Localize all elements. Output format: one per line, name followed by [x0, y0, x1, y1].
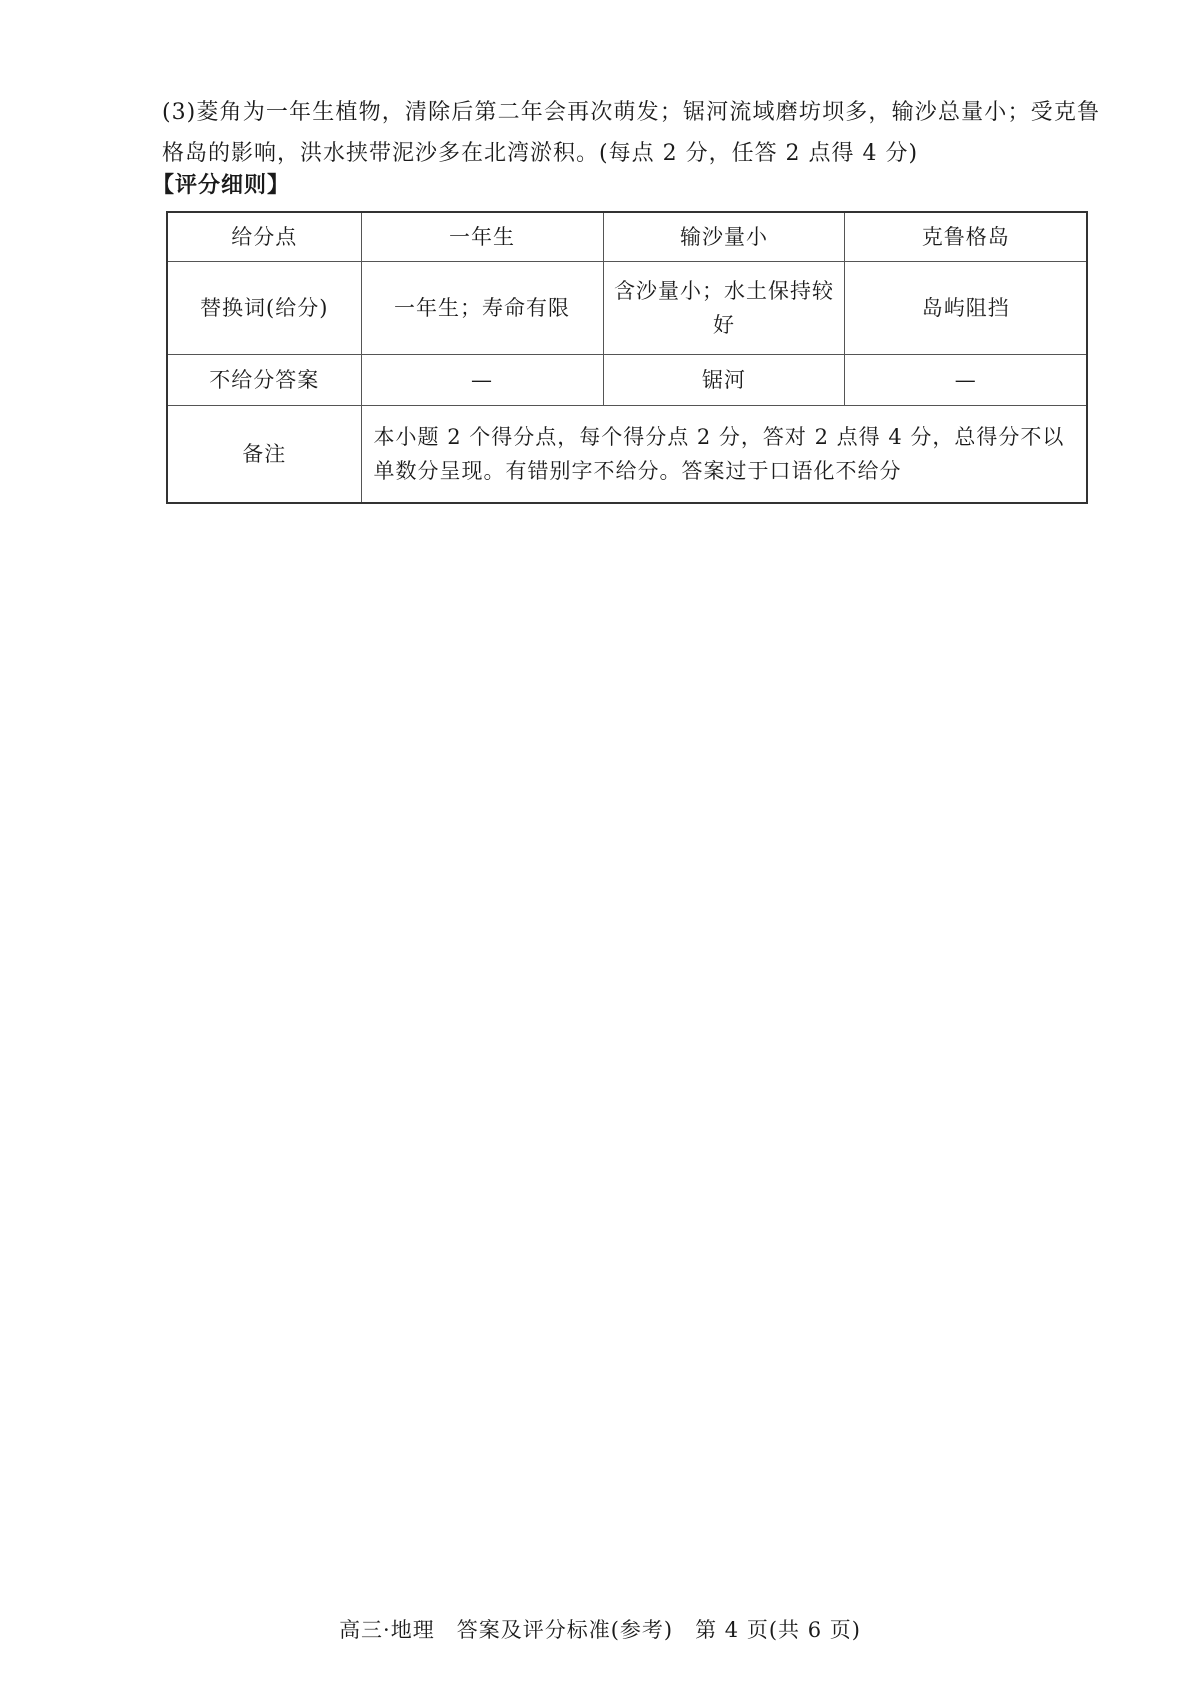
- point-island: 克鲁格岛: [845, 212, 1087, 262]
- table-row-synonyms: [167, 262, 1087, 355]
- answer-paragraph: (3)菱角为一年生植物，清除后第二年会再次萌发；锯河流域磨坊坝多，输沙总量小；受克鲁格岛的影响，洪水挟带泥沙多在北湾淤积。(每点 2 分，任答 2 点得 4 分): [162, 100, 1100, 166]
- row-label-points: 给分点: [167, 212, 361, 262]
- rubric-heading: 【评分细则】: [152, 172, 291, 198]
- point-sediment: 输沙量小: [603, 212, 845, 262]
- table-row-no-credit: [167, 355, 1087, 406]
- scoring-rubric-table: [166, 211, 1088, 504]
- no-credit-sediment: 锯河: [603, 355, 845, 406]
- no-credit-island: —: [845, 355, 1087, 406]
- point-annual: 一年生: [361, 212, 603, 262]
- synonyms-island: 岛屿阻挡: [845, 262, 1087, 355]
- row-label-notes: 备注: [167, 406, 361, 504]
- synonyms-annual: 一年生；寿命有限: [361, 262, 603, 355]
- table-row-points: [167, 212, 1087, 262]
- table-row-notes: [167, 406, 1087, 504]
- notes-text: 本小题 2 个得分点，每个得分点 2 分，答对 2 点得 4 分，总得分不以单数分呈现。有错别字不给分。答案过于口语化不给分: [361, 406, 1087, 504]
- no-credit-annual: —: [361, 355, 603, 406]
- synonyms-sediment: 含沙量小；水土保持较好: [603, 262, 845, 355]
- row-label-synonyms: 替换词(给分): [167, 262, 361, 355]
- row-label-no-credit: 不给分答案: [167, 355, 361, 406]
- page-footer: 高三·地理 答案及评分标准(参考) 第 4 页(共 6 页): [339, 1618, 861, 1642]
